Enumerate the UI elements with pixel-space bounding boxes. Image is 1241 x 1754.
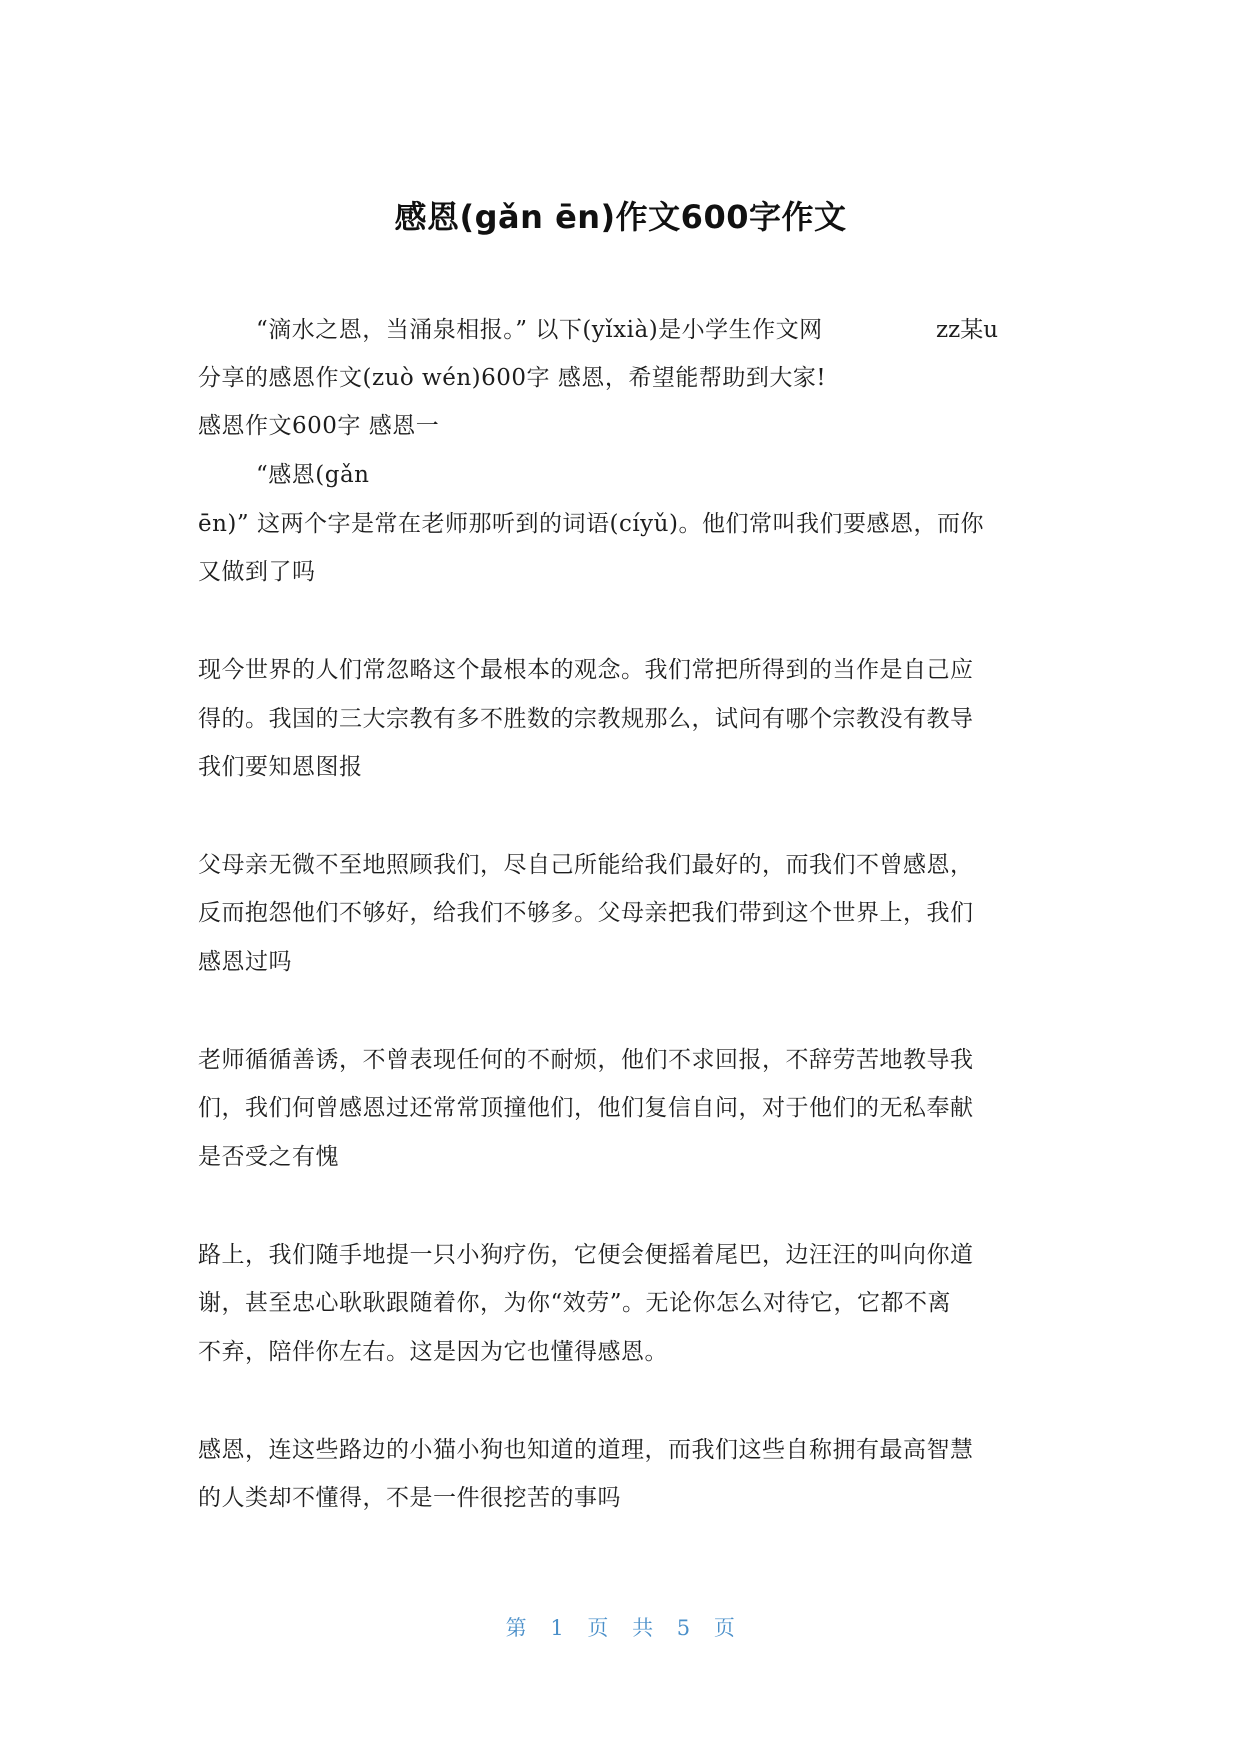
text-line: zz某u — [936, 317, 999, 343]
text-line: 老师循循善诱，不曾表现任何的不耐烦，他们不求回报，不辞劳苦地教导我 — [198, 1047, 974, 1073]
text-line: 是否受之有愧 — [198, 1144, 339, 1170]
text-line: “滴水之恩，当涌泉相报。” 以下(yǐxià)是小学生作文网 — [256, 317, 823, 343]
text-line: ēn)” 这两个字是常在老师那听到的词语(cíyǔ)。他们常叫我们要感恩，而你 — [198, 511, 984, 537]
footer-ye2: 页 — [713, 1616, 736, 1640]
text-line: 谢，甚至忠心耿耿跟随着你，为你“效劳”。无论你怎么对待它，它都不离 — [198, 1290, 952, 1316]
text-line: 路上，我们随手地提一只小狗疗伤，它便会便摇着尾巴，边汪汪的叫向你道 — [198, 1242, 974, 1268]
footer-page-number: 1 — [550, 1616, 565, 1640]
text-line: 不弃，陪伴你左右。这是因为它也懂得感恩。 — [198, 1339, 668, 1365]
text-line: 们，我们何曾感恩过还常常顶撞他们，他们复信自问，对于他们的无私奉献 — [198, 1095, 974, 1121]
footer-total-pages: 5 — [676, 1616, 691, 1640]
footer-gong: 共 — [632, 1616, 654, 1640]
page-footer — [0, 1612, 1241, 1642]
text-line: 感恩，连这些路边的小猫小狗也知道的道理，而我们这些自称拥有最高智慧 — [198, 1437, 974, 1463]
text-line: 我们要知恩图报 — [198, 754, 363, 780]
text-line: 分享的感恩作文(zuò wén)600字 感恩，希望能帮助到大家! — [198, 365, 827, 391]
text-line: 父母亲无微不至地照顾我们，尽自己所能给我们最好的，而我们不曾感恩， — [198, 852, 974, 878]
text-line: 现今世界的人们常忽略这个最根本的观念。我们常把所得到的当作是自己应 — [198, 657, 974, 683]
text-line: “感恩(gǎn — [256, 462, 370, 488]
text-line: 的人类却不懂得，不是一件很挖苦的事吗 — [198, 1485, 621, 1511]
text-line: 得的。我国的三大宗教有多不胜数的宗教规那么，试问有哪个宗教没有教导 — [198, 706, 974, 732]
page-title: 感恩(gǎn ēn)作文600字作文 — [394, 198, 847, 236]
footer-ye: 页 — [587, 1616, 609, 1640]
text-line: 反而抱怨他们不够好，给我们不够多。父母亲把我们带到这个世界上，我们 — [198, 900, 974, 926]
footer-di: 第 — [505, 1616, 528, 1640]
text-line: 又做到了吗 — [198, 559, 316, 585]
text-line: 感恩作文600字 感恩一 — [198, 413, 440, 439]
text-line: 感恩过吗 — [198, 949, 292, 975]
